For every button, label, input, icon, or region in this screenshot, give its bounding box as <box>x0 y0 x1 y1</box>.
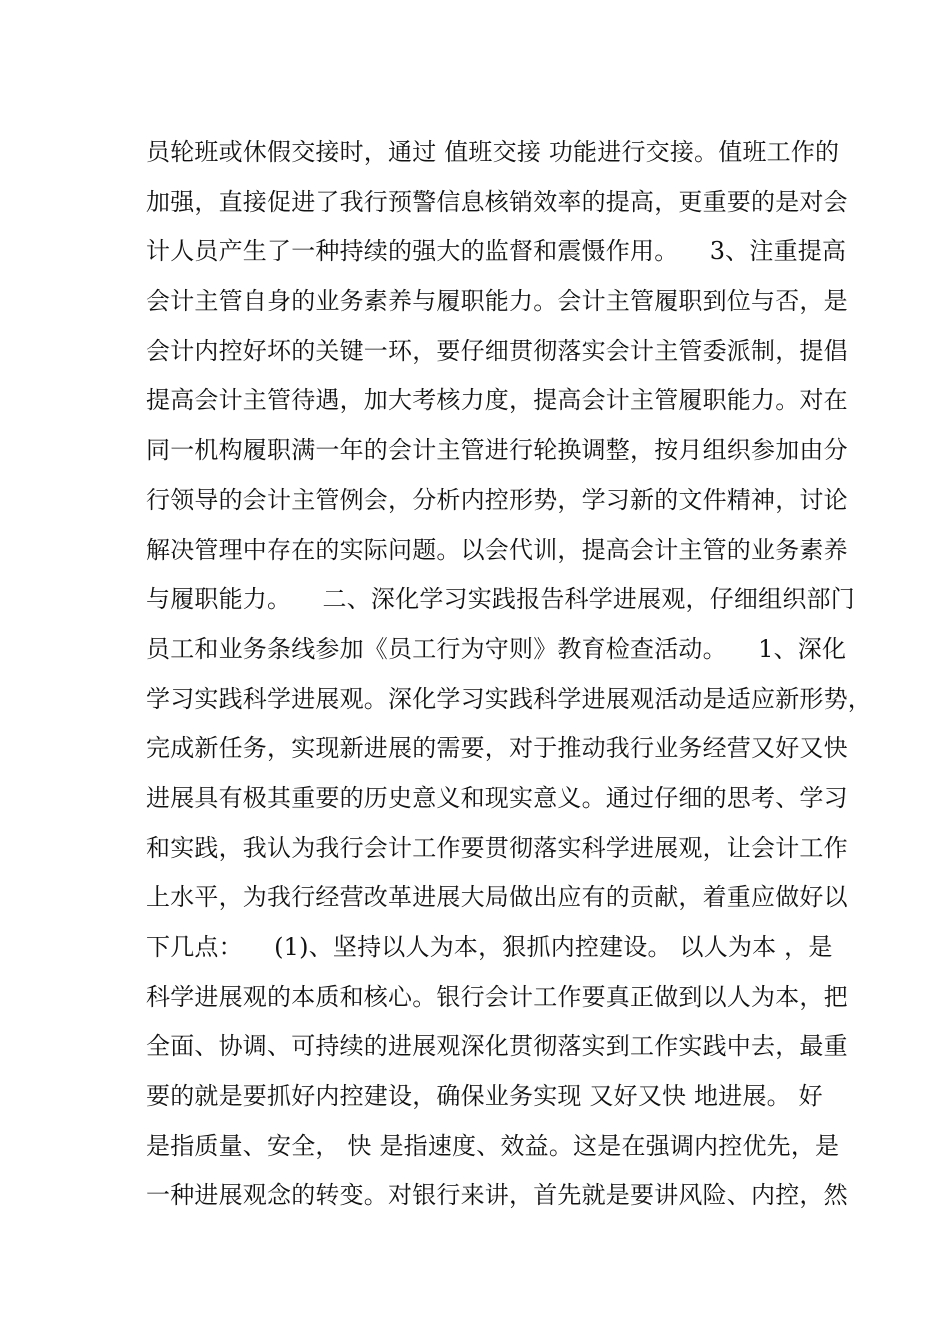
text-line: 与履职能力。 二、深化学习实践报告科学进展观，仔细组织部门 <box>146 585 855 614</box>
text-line: 员轮班或休假交接时，通过 值班交接 功能进行交接。值班工作的 <box>146 138 840 166</box>
text-line: 解决管理中存在的实际问题。以会代训，提高会计主管的业务素养 <box>146 535 848 564</box>
text-line: 科学进展观的本质和核心。银行会计工作要真正做到以人为本，把 <box>146 982 848 1011</box>
text-line: 会计内控好坏的关键一环，要仔细贯彻落实会计主管委派制，提倡 <box>146 336 848 365</box>
text-line: 提高会计主管待遇，加大考核力度，提高会计主管履职能力。对在 <box>146 386 848 415</box>
text-line: 下几点： (1)、坚持以人为本，狠抓内控建设。 以人为本 ，是 <box>146 933 833 961</box>
text-line: 同一机构履职满一年的会计主管进行轮换调整，按月组织参加由分 <box>146 436 848 465</box>
body-text <box>146 132 872 1225</box>
text-line: 进展具有极其重要的历史意义和现实意义。通过仔细的思考、学习 <box>146 783 848 812</box>
text-line: 加强，直接促进了我行预警信息核销效率的提高，更重要的是对会 <box>146 187 848 216</box>
text-line: 计人员产生了一种持续的强大的监督和震慑作用。 3、注重提高 <box>146 237 847 266</box>
text-line: 行领导的会计主管例会，分析内控形势，学习新的文件精神，讨论 <box>146 485 848 514</box>
text-line: 完成新任务，实现新进展的需要，对于推动我行业务经营又好又快 <box>146 734 848 763</box>
text-line: 是指质量、安全， 快 是指速度、效益。这是在强调内控优先，是 <box>146 1131 840 1160</box>
text-line: 全面、协调、可持续的进展观深化贯彻落实到工作实践中去，最重 <box>146 1032 848 1061</box>
text-line: 学习实践科学进展观。深化学习实践科学进展观活动是适应新形势， <box>146 684 872 713</box>
text-line: 要的就是要抓好内控建设，确保业务实现 又好又快 地进展。 好 <box>146 1082 823 1111</box>
text-line: 和实践，我认为我行会计工作要贯彻落实科学进展观，让会计工作 <box>146 833 848 862</box>
text-line: 会计主管自身的业务素养与履职能力。会计主管履职到位与否，是 <box>146 287 848 316</box>
text-line: 员工和业务条线参加《员工行为守则》教育检查活动。 1、深化 <box>146 634 847 663</box>
text-line: 上水平，为我行经营改革进展大局做出应有的贡献，着重应做好以 <box>146 883 848 912</box>
text-line: 一种进展观念的转变。对银行来讲，首先就是要讲风险、内控，然 <box>146 1181 848 1210</box>
